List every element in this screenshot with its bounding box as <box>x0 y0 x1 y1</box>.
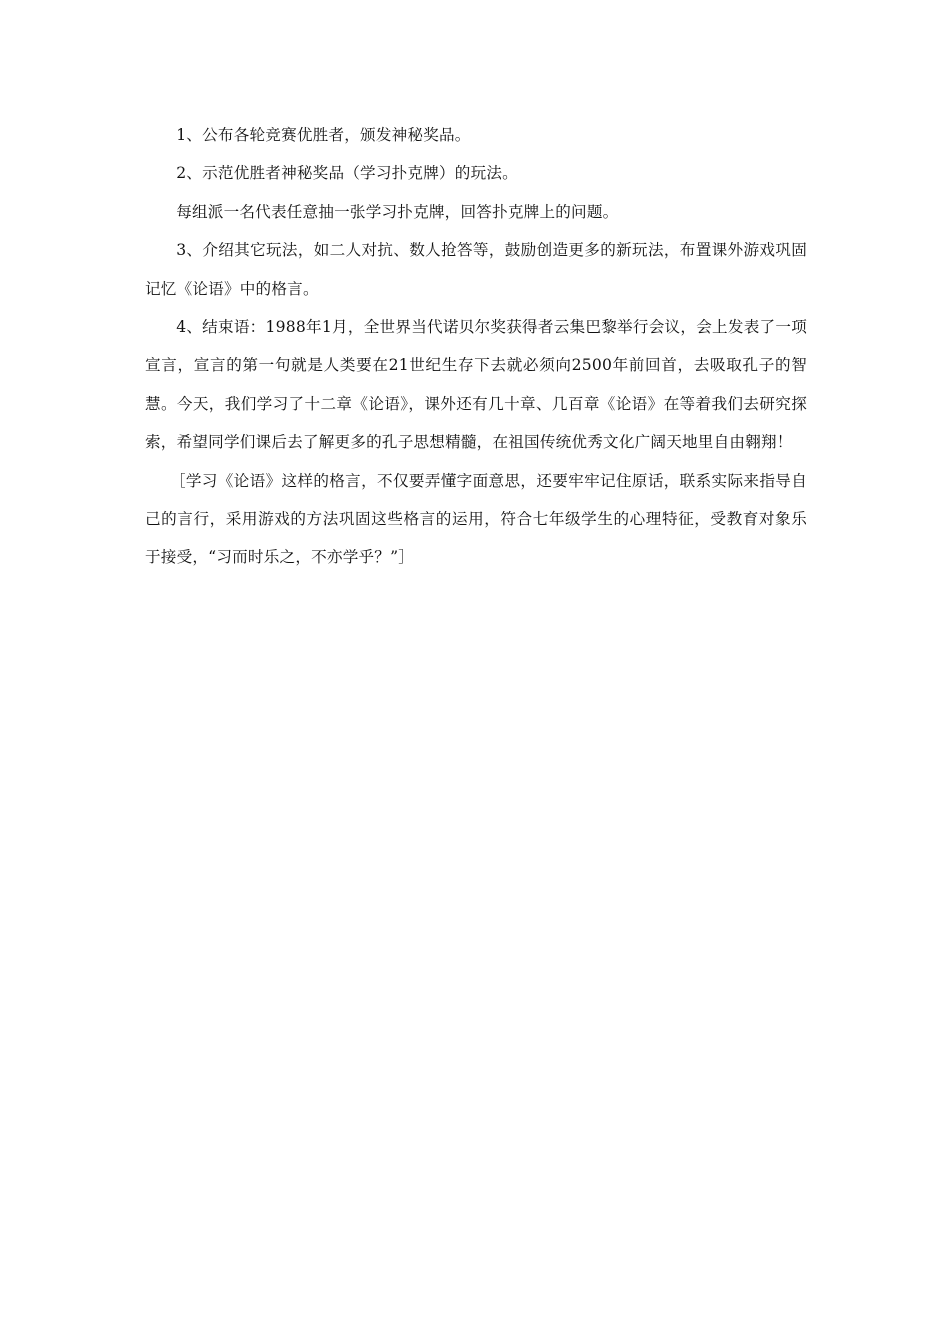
paragraph-group-draw: 每组派一名代表任意抽一张学习扑克牌，回答扑克牌上的问题。 <box>176 202 619 221</box>
document-body <box>145 116 807 577</box>
paragraph-teaching-note: ［学习《论语》这样的格言，不仅要弄懂字面意思，还要牢牢记住原话，联系实际来指导自己的言行，采用游戏的方法巩固这些格言的运用，符合七年级学生的心理特征，受教育对象乐于接受，“习而时乐之，不亦学乎？”］ <box>145 471 807 567</box>
paragraph-demo-prize: 2、示范优胜者神秘奖品（学习扑克牌）的玩法。 <box>176 164 518 183</box>
paragraph-closing-remarks: 4、结束语：1988年1月，全世界当代诺贝尔奖获得者云集巴黎举行会议，会上发表了一项宣言，宣言的第一句就是人类要在21世纪生存下去就必须向2500年前回首，去吸取孔子的智慧。今天，我们学习了十二章《论语》，课外还有几十章、几百章《论语》在等着我们去研究探索，希望同学们课后去了解更多的孔子思想精髓，在祖国传统优秀文化广阔天地里自由翱翔！ <box>145 318 807 452</box>
paragraph-award-winners: 1、公布各轮竞赛优胜者，颁发神秘奖品。 <box>176 126 471 144</box>
paragraph-other-games: 3、介绍其它玩法，如二人对抗、数人抢答等，鼓励创造更多的新玩法，布置课外游戏巩固记忆《论语》中的格言。 <box>145 241 807 298</box>
